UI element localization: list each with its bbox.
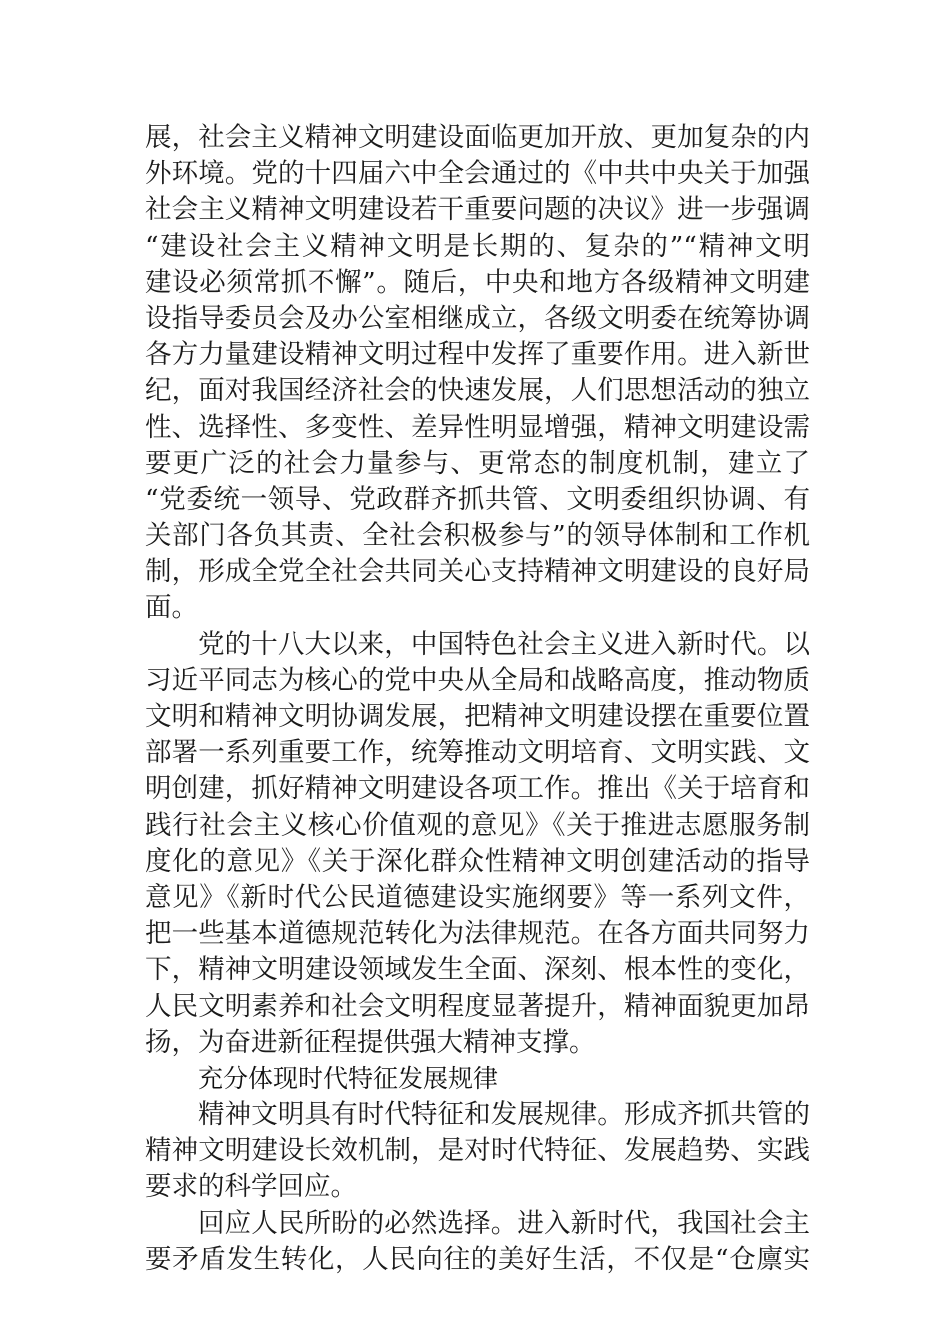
text-line: 回应人民所盼的必然选择。进入新时代，我国社会主 bbox=[198, 1207, 810, 1239]
text-line: 践行社会主义核心价值观的意见》《关于推进志愿服务制 bbox=[145, 809, 810, 841]
document-body-text bbox=[145, 120, 810, 1278]
text-line: 部署一系列重要工作，统筹推动文明培育、文明实践、文 bbox=[145, 737, 810, 769]
text-line: 度化的意见》《关于深化群众性精神文明创建活动的指导 bbox=[145, 845, 810, 877]
text-line: 明创建，抓好精神文明建设各项工作。推出《关于培育和 bbox=[145, 773, 810, 805]
text-line: 外环境。党的十四届六中全会通过的《中共中央关于加强 bbox=[145, 158, 810, 190]
text-line: 要求的科学回应。 bbox=[145, 1171, 357, 1203]
text-line: 下，精神文明建设领域发生全面、深刻、根本性的变化， bbox=[145, 954, 810, 986]
text-line: 各方力量建设精神文明过程中发挥了重要作用。进入新世 bbox=[145, 339, 810, 371]
text-line: 面。 bbox=[145, 592, 198, 624]
text-line: 设指导委员会及办公室相继成立，各级文明委在统筹协调 bbox=[145, 302, 810, 334]
text-line: 精神文明具有时代特征和发展规律。形成齐抓共管的 bbox=[198, 1099, 810, 1131]
text-line: 制，形成全党全社会共同关心支持精神文明建设的良好局 bbox=[145, 556, 810, 588]
text-line: “建设社会主义精神文明是长期的、复杂的”“精神文明 bbox=[145, 230, 810, 262]
text-line: “党委统一领导、党政群齐抓共管、文明委组织协调、有 bbox=[145, 483, 810, 515]
text-line: 文明和精神文明协调发展，把精神文明建设摆在重要位置 bbox=[145, 701, 810, 732]
text-line: 把一些基本道德规范转化为法律规范。在各方面共同努力 bbox=[145, 918, 810, 950]
text-line: 党的十八大以来，中国特色社会主义进入新时代。以 bbox=[198, 628, 810, 660]
text-line: 纪，面对我国经济社会的快速发展，人们思想活动的独立 bbox=[145, 375, 810, 407]
text-line: 人民文明素养和社会文明程度显著提升，精神面貌更加昂 bbox=[145, 990, 810, 1022]
text-line: 精神文明建设长效机制，是对时代特征、发展趋势、实践 bbox=[145, 1135, 810, 1167]
text-line: 关部门各负其责、全社会积极参与”的领导体制和工作机 bbox=[145, 520, 810, 552]
text-line: 社会主义精神文明建设若干重要问题的决议》进一步强调 bbox=[145, 194, 810, 226]
section-heading: 充分体现时代特征发展规律 bbox=[198, 1063, 499, 1093]
text-line: 要更广泛的社会力量参与、更常态的制度机制，建立了 bbox=[145, 447, 810, 479]
text-line: 扬，为奋进新征程提供强大精神支撑。 bbox=[145, 1026, 596, 1058]
text-line: 习近平同志为核心的党中央从全局和战略高度，推动物质 bbox=[145, 664, 810, 696]
text-line: 要矛盾发生转化，人民向往的美好生活，不仅是“仓廪实 bbox=[145, 1243, 810, 1275]
text-line: 展，社会主义精神文明建设面临更加开放、更加复杂的内 bbox=[145, 122, 810, 153]
text-line: 意见》《新时代公民道德建设实施纲要》等一系列文件， bbox=[145, 881, 810, 913]
text-line: 性、选择性、多变性、差异性明显增强，精神文明建设需 bbox=[145, 411, 810, 443]
text-line: 建设必须常抓不懈”。随后，中央和地方各级精神文明建 bbox=[145, 266, 810, 298]
